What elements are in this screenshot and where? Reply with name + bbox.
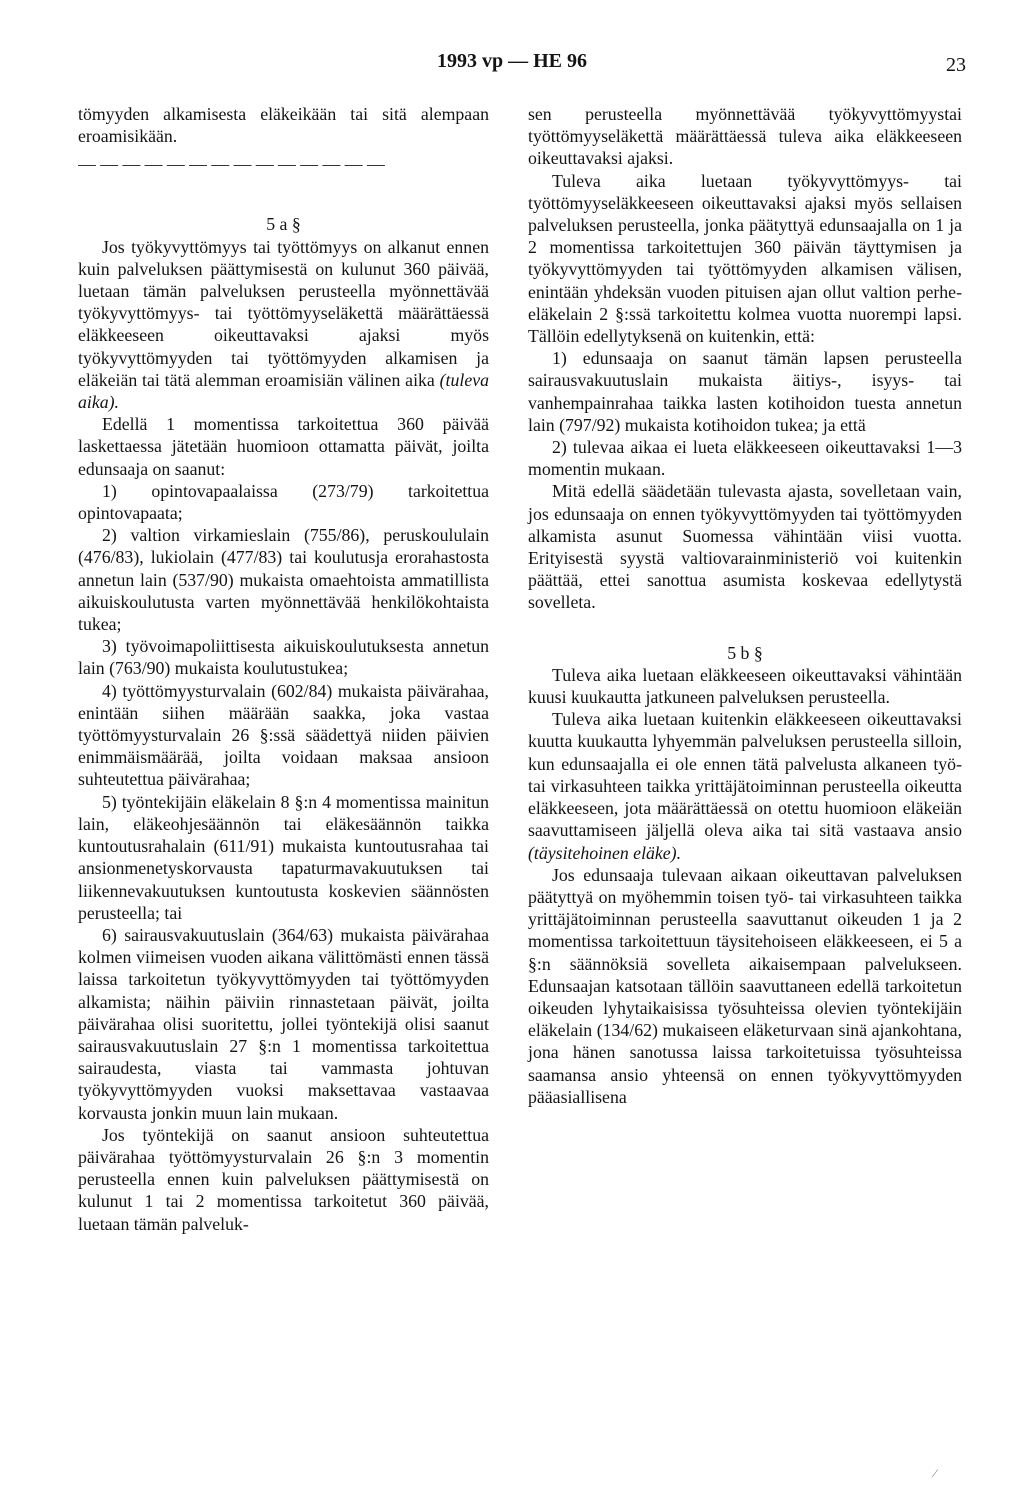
paragraph: Jos työntekijä on saanut ansioon suhteutettua päivärahaa työttömyysturvalain 26 §:n 3 momentin perusteella ennen kuin palveluksen päättymisestä on kulunut 1 tai 2 momentissa tarkoitetut 360 päivää, luetaan tämän palveluk-: [78, 1124, 489, 1234]
list-item: 1) opintovapaalaissa (273/79) tarkoitettua opintovapaata;: [78, 480, 489, 524]
paragraph-text: Jos työkyvyttömyys tai työttömyys on alkanut ennen kuin palveluksen päättymisestä on kulunut 360 päivää, luetaan tämän palveluksen perusteella myönnettävää työkyvyttömyys- tai työttömyyseläkettä määrättäessä eläkkeeseen oikeuttavaksi ajaksi myös työkyvyttömyyden tai työttömyyden alkamisen ja eläkeiän tai tätä alemman eroamisiän välinen aika: [78, 236, 489, 390]
paragraph: [528, 708, 962, 863]
list-item: 2) valtion virkamieslain (755/86), peruskoululain (476/83), lukiolain (477/83) tai koulutusja erorahastosta annetun lain (537/90) mukaista omaehtoista ammatillista aikuiskoulutusta varten myönnettävää henkilökohtaista tukea;: [78, 525, 489, 635]
page-title: 1993 vp — HE 96: [436, 50, 588, 72]
paragraph-continued: sen perusteella myönnettävää työkyvyttömyystai työttömyyseläkettä määrättäessä tuleva aika eläkkeeseen oikeuttavaksi ajaksi.: [528, 104, 962, 169]
paragraph: Tuleva aika luetaan eläkkeeseen oikeuttavaksi vähintään kuusi kuukautta jatkuneen palveluksen perusteella.: [528, 664, 962, 708]
italic-term: (tuleva aika).: [78, 369, 489, 413]
paragraph: Mitä edellä säädetään tulevasta ajasta, sovelletaan vain, jos edunsaaja on ennen työkyvyttömyyden tai työttömyyden alkamista asunut Suomessa vähintään viisi vuotta. Erityisestä syystä valtiovarainministeriö voi kuitenkin päättää, ettei sanottua asumista koskevaa edellytystä sovelleta.: [528, 481, 962, 613]
right-column: [528, 103, 962, 1108]
list-item: 6) sairausvakuutuslain (364/63) mukaista päivärahaa kolmen viimeisen vuoden aikana välittömästi ennen tässä laissa tarkoitetun työkyvyttömyyden tai työttömyyden alkamista; näihin päiviin rinnastetaan päivät, joilta päivärahaa olisi suoritettu, jollei työntekijä olisi saanut sairausvakuutuslain 27 §:n 1 momentissa tarkoitettua sairaudesta, viasta tai vammasta johtuvan työkyvyttömyyden vuoksi maksettavaa vastaavaa korvausta jonkin muun lain mukaan.: [78, 924, 489, 1123]
paragraph-intro: tömyyden alkamisesta eläkeikään tai sitä alempaan eroamisikään.: [78, 104, 489, 147]
page-number: 23: [946, 54, 966, 76]
separator-dashes: — — — — — — — — — — — — — —: [78, 157, 385, 172]
section-gap: [528, 614, 962, 642]
paragraph-text: Tuleva aika luetaan kuitenkin eläkkeeseen oikeuttavaksi kuutta kuukautta lyhyemmän palveluksen perusteella silloin, kun edunsaajalla ei ole ennen tätä palvelusta alkaneen työ- tai virkasuhteen taikka yrittäjätoiminnan perusteella oikeutta eläkkeeseen, jota määrättäessä on otettu huomioon eläkeiän saavuttamiseen jäljellä oleva aika tai sitä vastaava ansio: [528, 709, 962, 841]
paragraph: [78, 236, 489, 414]
list-item: 2) tulevaa aikaa ei lueta eläkkeeseen oikeuttavaksi 1—3 momentin mukaan.: [528, 437, 962, 480]
list-item: 4) työttömyysturvalain (602/84) mukaista päivärahaa, enintään siihen määrään saakka, joka vastaa työttömyysturvalain 26 §:ssä säädettyä niiden päivien enimmäismäärää, joilta voidaan maksaa ansioon suhteutettua päivärahaa;: [78, 680, 489, 790]
italic-term: (täysitehoinen eläke).: [528, 842, 682, 863]
left-column: [78, 103, 489, 1235]
paragraph: Tuleva aika luetaan työkyvyttömyys- tai työttömyyseläkkeeseen oikeuttavaksi ajaksi myös sellaisen palveluksen perusteella, jonka päätyttyä edunsaajalla on 1 ja 2 momentissa tarkoitettujen 360 päivän täyttymisen ja työkyvyttömyyden tai työttömyyden alkamisen välisen, enintään yhdeksän vuoden pituisen ajan ollut valtion perhe-eläkelain 2 §:ssä tarkoitettu kolmea vuotta nuorempi lapsi. Tällöin edellytyksenä on kuitenkin, että:: [528, 170, 962, 347]
paragraph: Edellä 1 momentissa tarkoitettua 360 päivää laskettaessa jätetään huomioon ottamatta päivät, joilta edunsaaja on saanut:: [78, 414, 489, 479]
section-heading-5a: 5 a §: [266, 214, 301, 235]
list-item: 3) työvoimapoliittisesta aikuiskoulutuksesta annetun lain (763/90) mukaista koulutustukea;: [78, 636, 489, 679]
list-item: 5) työntekijäin eläkelain 8 §:n 4 momentissa mainitun lain, eläkeohjesäännön tai eläkesäännön taikka kuntoutusrahalain (611/91) mukaista kuntoutusrahaa tai ansionmenetyskorvausta tapaturmavakuutuksen tai liikennevakuutuksen kuntoutusta koskevien säännösten perusteella; tai: [78, 791, 489, 923]
page-header: [0, 50, 1024, 80]
paragraph: Jos edunsaaja tulevaan aikaan oikeuttavan palveluksen päätyttyä on myöhemmin toisen työ- tai virkasuhteen taikka yrittäjätoiminnan perusteella saavuttanut oikeuden 1 ja 2 momentissa tarkoitettuun täysitehoiseen eläkkeeseen, ei 5 a §:n säännöksiä sovelleta aikaisempaan palvelukseen. Edunsaajan katsotaan tällöin saavuttaneen edellä tarkoitetun oikeuden lyhytaikaisissa työsuhteissa olevien työntekijäin eläkelain (134/62) mukaiseen eläketurvaan sinä ajankohtana, jona hänen sanotussa laissa tarkoitetuissa työsuhteissa saamansa ansio yhteensä on ennen työkyvyttömyyden pääasiallisena: [528, 864, 962, 1107]
list-item: 1) edunsaaja on saanut tämän lapsen perusteella sairausvakuutuslain mukaista äitiys-, isyys- tai vanhempainrahaa taikka lasten kotihoidon tuesta annetun lain (797/92) mukaista kotihoidon tukea; ja että: [528, 348, 962, 435]
stray-mark: ⁄: [934, 1466, 937, 1480]
section-heading-5b: 5 b §: [727, 642, 763, 663]
